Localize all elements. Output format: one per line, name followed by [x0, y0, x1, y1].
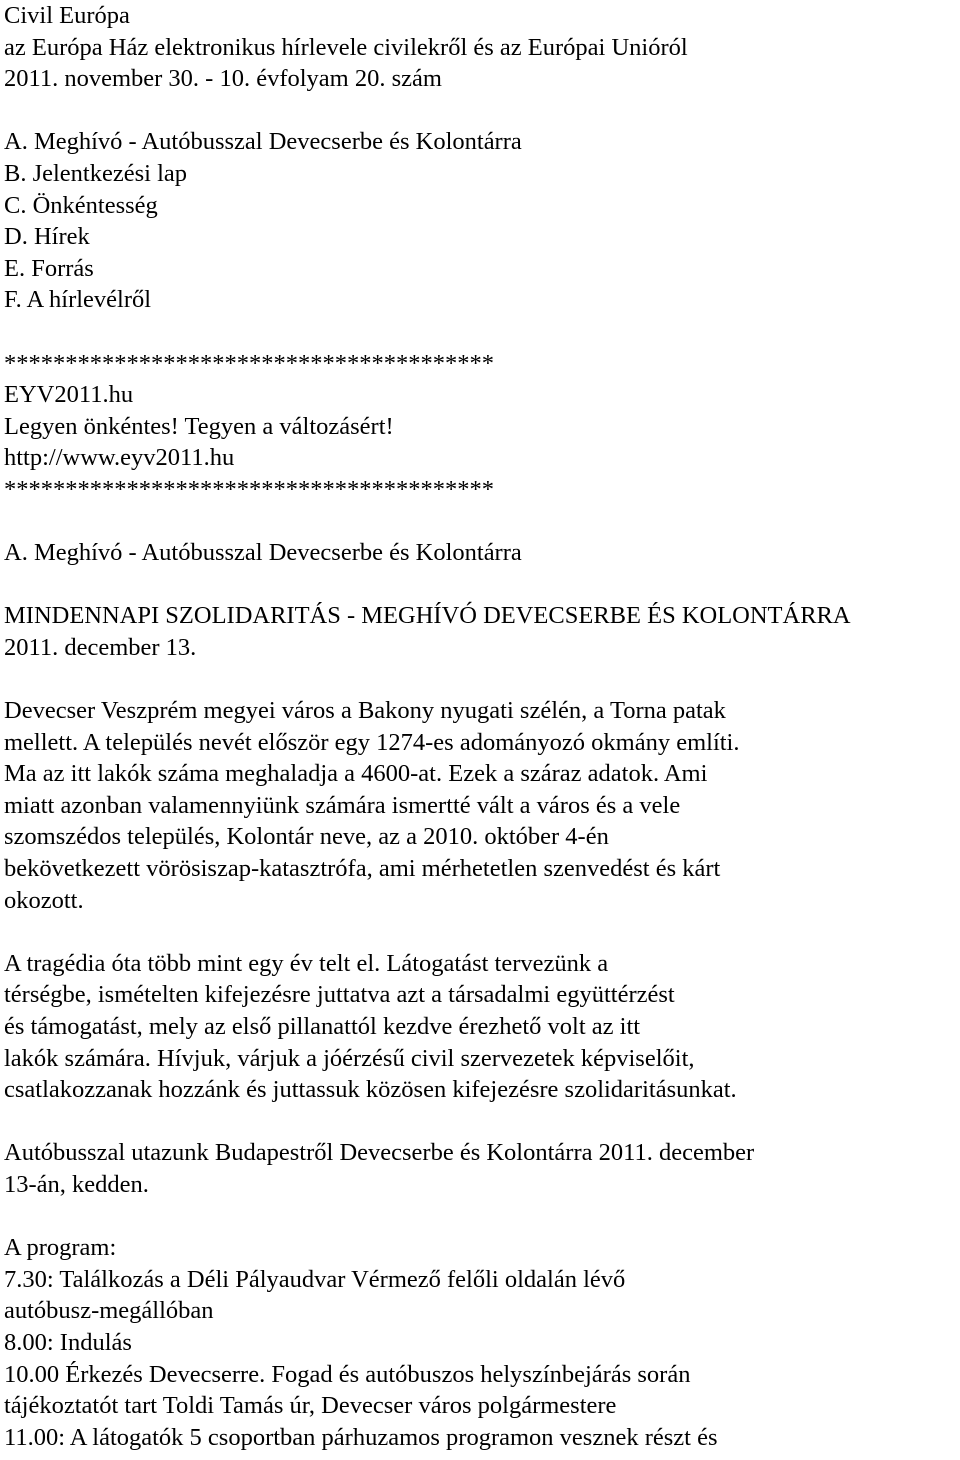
issue-info: 2011. november 30. - 10. évfolyam 20. szám — [4, 65, 442, 93]
paragraph-line: szomszédos település, Kolontár neve, az a 2010. október 4-én — [4, 823, 609, 851]
toc-item-b: B. Jelentkezési lap — [4, 159, 188, 187]
paragraph-line: A tragédia óta több mint egy év telt el. Látogatást tervezünk a — [4, 949, 609, 977]
spacer — [4, 1201, 954, 1233]
event-date: 2011. december 13. — [4, 633, 197, 661]
paragraph-line: és támogatást, mely az első pillanattól kezdve érezhető volt az itt — [4, 1013, 641, 1040]
spacer — [4, 916, 954, 948]
paragraph-line: miatt azonban valamennyiünk számára ismertté vált a város és a vele — [4, 791, 681, 819]
paragraph-line: Autóbusszal utazunk Budapestről Devecserbe és Kolontárra 2011. december — [4, 1139, 755, 1167]
paragraph-line: Devecser Veszprém megyei város a Bakony nyugati szélén, a Torna patak — [4, 697, 726, 725]
section-heading: A. Meghívó - Autóbusszal Devecserbe és Kolontárra — [4, 539, 522, 567]
toc-item-c: C. Önkéntesség — [4, 191, 158, 219]
program-item: 10.00 Érkezés Devecserre. Fogad és autóbuszos helyszínbejárás során — [4, 1360, 691, 1388]
banner-stars-bottom: **************************************** — [4, 475, 494, 503]
spacer — [4, 1106, 954, 1138]
program-item: autóbusz-megállóban — [4, 1297, 214, 1325]
paragraph-line: térségbe, ismételten kifejezésre juttatva azt a társadalmi együttérzést — [4, 981, 675, 1009]
toc-item-d: D. Hírek — [4, 223, 90, 251]
spacer — [4, 316, 954, 348]
toc-item-e: E. Forrás — [4, 254, 94, 282]
newsletter-document — [4, 0, 954, 1453]
program-title: A program: — [4, 1234, 117, 1262]
section-subheading: MINDENNAPI SZOLIDARITÁS - MEGHÍVÓ DEVECSERBE ÉS KOLONTÁRRA — [4, 602, 851, 630]
paragraph-line: lakók számára. Hívjuk, várjuk a jóérzésű civil szervezetek képviselőit, — [4, 1044, 695, 1072]
banner-url: http://www.eyv2011.hu — [4, 444, 235, 472]
table-of-contents — [4, 126, 954, 316]
program-item: 7.30: Találkozás a Déli Pályaudvar Vérmező felőli oldalán lévő — [4, 1265, 626, 1293]
newsletter-subtitle: az Európa Ház elektronikus hírlevele civilekről és az Európai Unióról — [4, 33, 688, 61]
paragraph-line: mellett. A település nevét először egy 1274-es adományozó okmány említi. — [4, 728, 740, 756]
paragraph-invitation — [4, 948, 954, 1106]
eyv-banner — [4, 348, 954, 506]
paragraph-travel — [4, 1137, 954, 1200]
newsletter-title: Civil Európa — [4, 2, 130, 29]
section-a — [4, 537, 954, 1453]
program-schedule — [4, 1232, 954, 1453]
program-item: tájékoztatót tart Toldi Tamás úr, Devecser város polgármestere — [4, 1392, 617, 1420]
paragraph-line: bekövetkezett vörösiszap-katasztrófa, ami mérhetetlen szenvedést és kárt — [4, 855, 721, 883]
program-item: 8.00: Indulás — [4, 1328, 132, 1356]
paragraph-line: 13-án, kedden. — [4, 1170, 149, 1198]
toc-item-a: A. Meghívó - Autóbusszal Devecserbe és Kolontárra — [4, 128, 522, 156]
paragraph-intro — [4, 695, 954, 916]
paragraph-line: okozott. — [4, 886, 84, 914]
spacer — [4, 569, 954, 601]
banner-slogan: Legyen önkéntes! Tegyen a változásért! — [4, 412, 394, 440]
banner-site-name: EYV2011.hu — [4, 381, 134, 409]
paragraph-line: Ma az itt lakók száma meghaladja a 4600-at. Ezek a száraz adatok. Ami — [4, 760, 708, 788]
spacer — [4, 95, 954, 127]
banner-stars-top: **************************************** — [4, 349, 494, 377]
paragraph-line: csatlakozzanak hozzánk és juttassuk közösen kifejezésre szolidaritásunkat. — [4, 1076, 737, 1104]
spacer — [4, 663, 954, 695]
spacer — [4, 506, 954, 538]
toc-item-f: F. A hírlevélről — [4, 286, 152, 314]
program-item: 11.00: A látogatók 5 csoportban párhuzamos programon vesznek részt és — [4, 1423, 718, 1451]
